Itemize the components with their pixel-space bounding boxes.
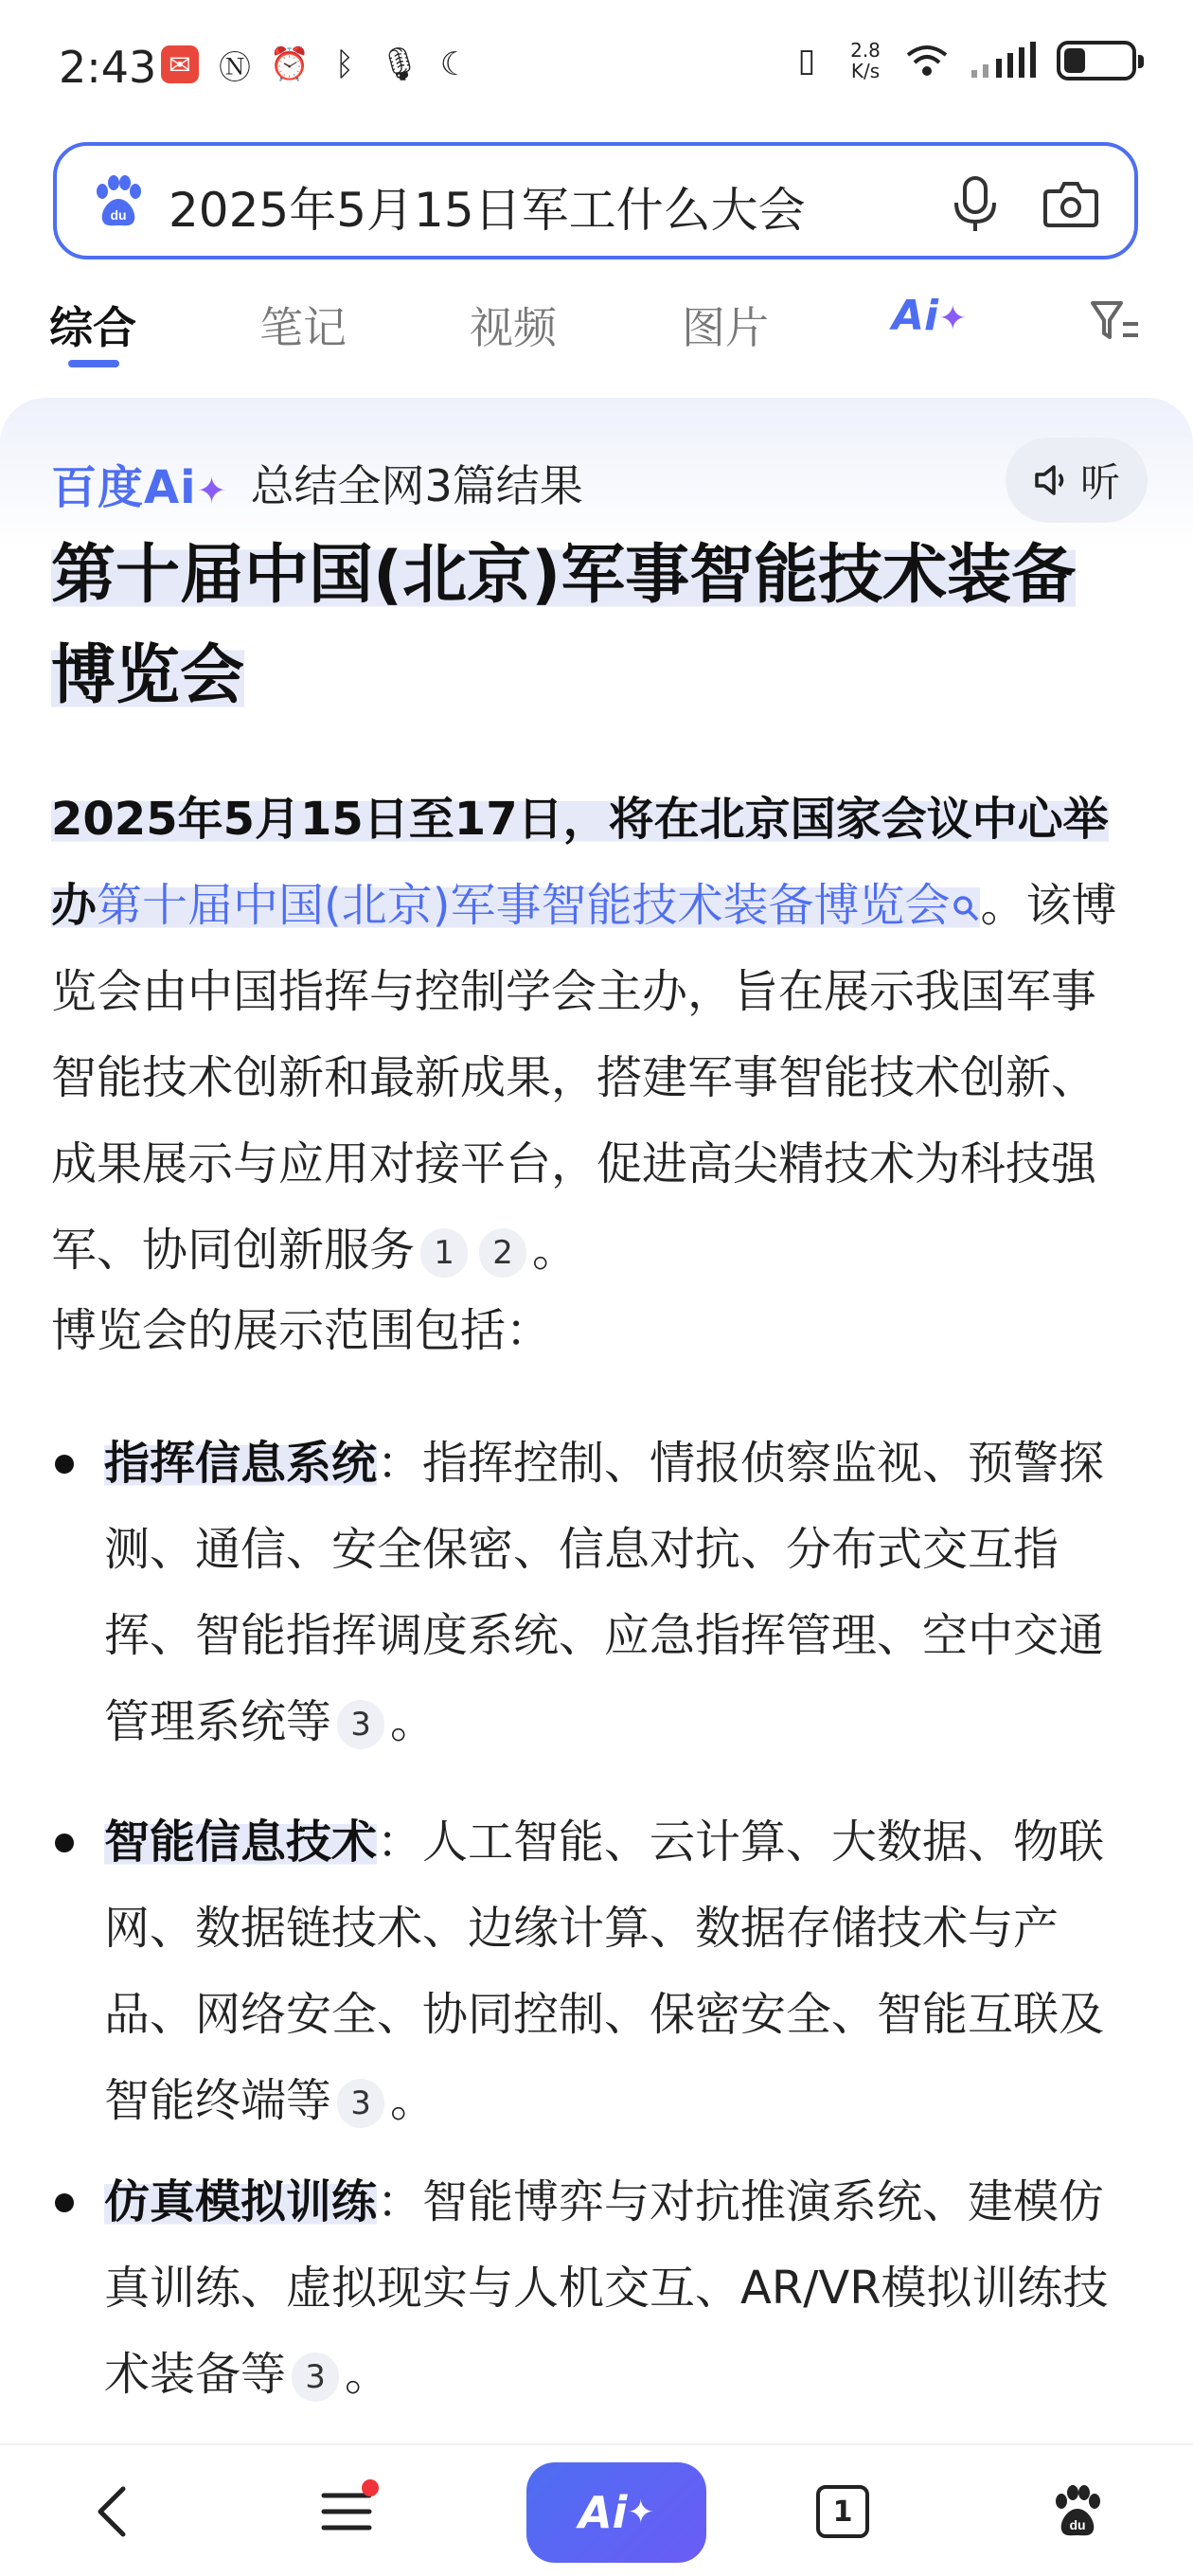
listen-button[interactable]: 听 <box>1006 438 1148 523</box>
active-tab-indicator <box>68 360 119 367</box>
do-not-disturb-icon: ☾ <box>439 45 470 83</box>
ai-card-header <box>51 445 583 521</box>
sparkle-icon: ✦ <box>196 469 228 511</box>
battery-icon <box>1057 41 1136 80</box>
chevron-left-icon <box>93 2483 131 2540</box>
ai-summary-label: 总结全网3篇结果 <box>250 460 583 511</box>
bullet-dot <box>55 1834 74 1852</box>
ai-answer-headline: 第十届中国(北京)军事智能技术装备博览会 <box>51 538 1077 713</box>
list-item: 智能信息技术：人工智能、云计算、大数据、物联网、数据链技术、边缘计算、数据存储技术与产品、网络安全、协同控制、保密安全、智能互联及智能终端等 3 。 <box>51 1799 1140 2144</box>
alarm-off-icon: ⏰ <box>269 45 311 83</box>
list-item: 仿真模拟训练：智能博弈与对抗推演系统、建模仿真训练、虚拟现实与人机交互、AR/VR模拟训练技术装备等 3 。 <box>51 2159 1140 2418</box>
menu-button[interactable] <box>309 2474 384 2549</box>
ai-answer-paragraph: 2025年5月15日至17日，将在北京国家会议中心举办第十届中国(北京)军事智能技术装备博览会 。该博览会由中国指挥与控制学会主办，旨在展示我国军事智能技术创新和最新成果，搭建军事智能技术创新、成果展示与应用对接平台，促进高尖精技术为科技强军、协同创新服务 1 2 。 <box>51 793 1117 1277</box>
citation-badge[interactable]: 3 <box>337 1700 384 1749</box>
sparkle-icon: ✦ <box>938 299 968 338</box>
bluetooth-icon: ᛒ <box>334 45 355 83</box>
nfc-icon: Ⓝ <box>219 48 251 87</box>
tab-comprehensive[interactable]: 综合 <box>49 302 136 353</box>
notification-dot <box>362 2479 379 2496</box>
speaker-icon <box>1033 461 1071 499</box>
camera-search-icon[interactable] <box>1042 174 1100 233</box>
sparkle-icon: ✦ <box>627 2494 654 2531</box>
home-button[interactable] <box>1040 2474 1115 2549</box>
voice-search-icon[interactable] <box>949 174 1002 233</box>
baidu-paw-icon <box>1050 2484 1105 2539</box>
status-left-icons <box>161 45 473 87</box>
wifi-icon <box>905 42 949 80</box>
bottom-navigation <box>0 2443 1193 2576</box>
status-time: 2:43 <box>59 42 157 93</box>
tab-videos[interactable]: 视频 <box>470 302 557 353</box>
microphone-status-icon: 🎙 <box>379 45 420 83</box>
baidu-ai-brand: 百度Ai✦ <box>51 460 228 514</box>
tab-images[interactable]: 图片 <box>682 302 769 353</box>
citation-badge[interactable]: 3 <box>292 2352 339 2402</box>
search-icon <box>952 894 980 922</box>
baidu-logo-icon <box>91 174 146 229</box>
app-notification-icon: ✉ <box>161 45 199 83</box>
tab-notes[interactable]: 笔记 <box>259 302 347 353</box>
search-box[interactable] <box>53 142 1138 259</box>
ai-assistant-button[interactable]: Ai ✦ <box>526 2462 706 2563</box>
result-tabs <box>0 284 1193 375</box>
ai-summary-card <box>0 398 1193 2443</box>
tab-ai[interactable]: Ai✦ <box>892 292 968 340</box>
citation-badge[interactable]: 1 <box>420 1228 468 1278</box>
network-speed: 2.8 K/s <box>850 39 881 82</box>
bullet-dot <box>55 1455 74 1474</box>
list-item: 指挥信息系统：指挥控制、情报侦察监视、预警探测、通信、安全保密、信息对抗、分布式交互指挥、智能指挥调度系统、应急指挥管理、空中交通管理系统等 3 。 <box>51 1421 1140 1765</box>
tabs-button[interactable] <box>805 2474 881 2549</box>
status-right-icons <box>788 40 1136 81</box>
filter-icon[interactable] <box>1089 297 1142 345</box>
scope-intro: 博览会的展示范围包括： <box>51 1304 552 1357</box>
vibrate-icon: ▯ <box>797 42 816 80</box>
expo-link[interactable]: 第十届中国(北京)军事智能技术装备博览会 <box>97 879 980 932</box>
back-button[interactable] <box>74 2474 150 2549</box>
svg-text:du: du <box>1069 2517 1086 2532</box>
citation-badge[interactable]: 2 <box>479 1228 526 1278</box>
bullet-dot <box>55 2193 74 2212</box>
search-input[interactable]: 2025年5月15日军工什么大会 <box>169 183 806 238</box>
status-bar <box>0 0 1193 133</box>
tab-count-badge: 1 <box>816 2485 869 2538</box>
signal-icon <box>970 42 1036 80</box>
citation-badge[interactable]: 3 <box>337 2079 384 2128</box>
svg-text:du: du <box>110 207 127 223</box>
